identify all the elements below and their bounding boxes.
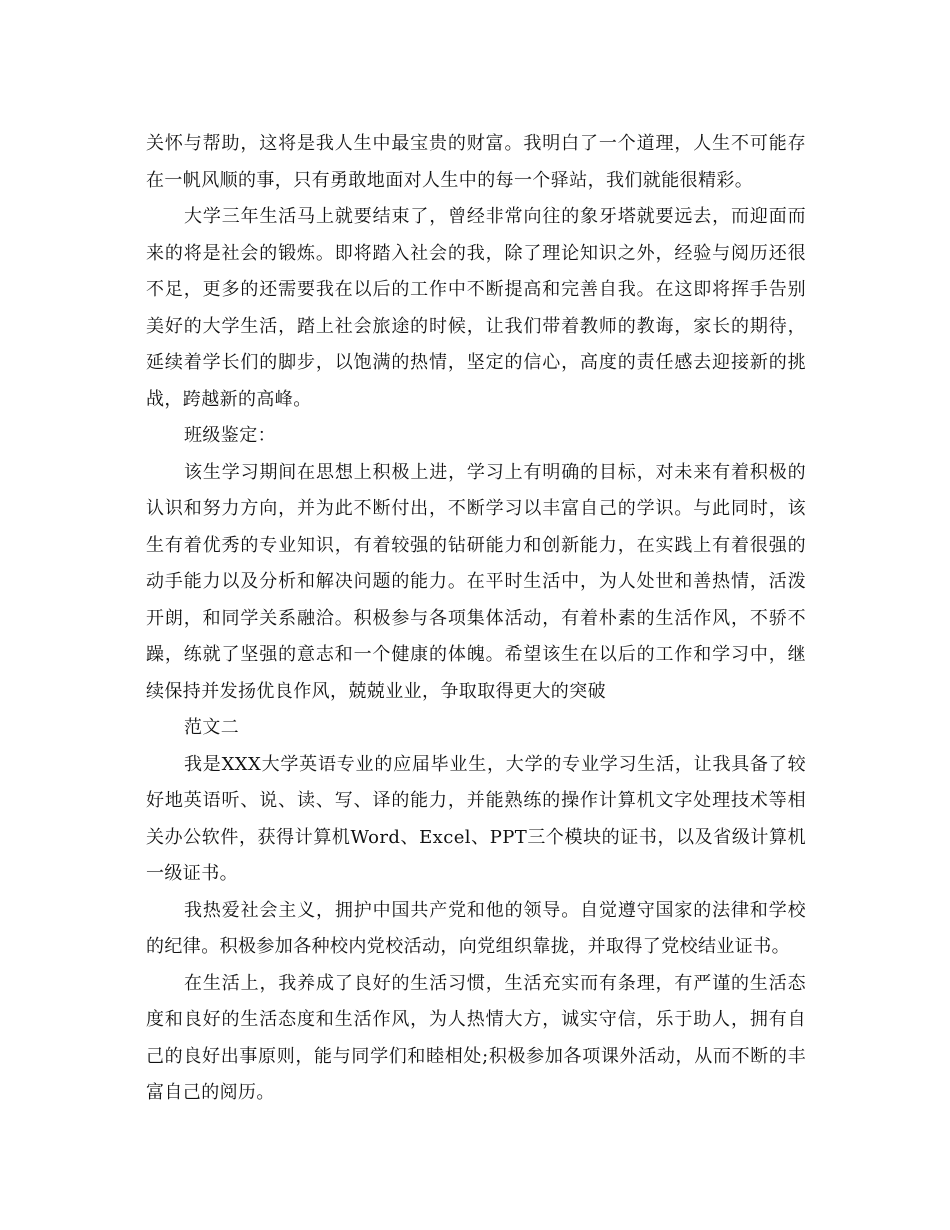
paragraph-sample-two-2: 我热爱社会主义，拥护中国共产党和他的领导。自觉遵守国家的法律和学校的纪律。积极参加各种校内党校活动，向党组织靠拢，并取得了党校结业证书。	[146, 899, 806, 957]
section-heading-class-evaluation: 班级鉴定：	[184, 425, 276, 446]
paragraph-1: 关怀与帮助，这将是我人生中最宝贵的财富。我明白了一个道理，人生不可能存在一帆风顺的事，只有勇敢地面对人生中的每一个驿站，我们就能很精彩。	[146, 133, 806, 191]
paragraph-sample-two-1: 我是XXX大学英语专业的应届毕业生，大学的专业学习生活，让我具备了较好地英语听、说、读、写、译的能力，并能熟练的操作计算机文字处理技术等相关办公软件，获得计算机Word、Excel、PPT三个模块的证书，以及省级计算机一级证书。	[146, 753, 806, 884]
paragraph-class-evaluation: 该生学习期间在思想上积极上进，学习上有明确的目标，对未来有着积极的认识和努力方向，并为此不断付出，不断学习以丰富自己的学识。与此同时，该生有着优秀的专业知识，有着较强的钻研能力和创新能力，在实践上有着很强的动手能力以及分析和解决问题的能力。在平时生活中，为人处世和善热情，活泼开朗，和同学关系融洽。积极参与各项集体活动，有着朴素的生活作风，不骄不躁，练就了坚强的意志和一个健康的体魄。希望该生在以后的工作和学习中，继续保持并发扬优良作风，兢兢业业，争取取得更大的突破	[146, 461, 806, 702]
paragraph-sample-two-3: 在生活上，我养成了良好的生活习惯，生活充实而有条理，有严谨的生活态度和良好的生活态度和生活作风，为人热情大方，诚实守信，乐于助人，拥有自己的良好出事原则，能与同学们和睦相处;积极参加各项课外活动，从而不断的丰富自己的阅历。	[146, 972, 806, 1103]
document-body	[146, 126, 806, 1112]
section-heading-sample-two: 范文二	[184, 717, 240, 738]
paragraph-2: 大学三年生活马上就要结束了，曾经非常向往的象牙塔就要远去，而迎面而来的将是社会的锻炼。即将踏入社会的我，除了理论知识之外，经验与阅历还很不足，更多的还需要我在以后的工作中不断提高和完善自我。在这即将挥手告别美好的大学生活，踏上社会旅途的时候，让我们带着教师的教诲，家长的期待，延续着学长们的脚步，以饱满的热情，坚定的信心，高度的责任感去迎接新的挑战，跨越新的高峰。	[146, 206, 806, 410]
